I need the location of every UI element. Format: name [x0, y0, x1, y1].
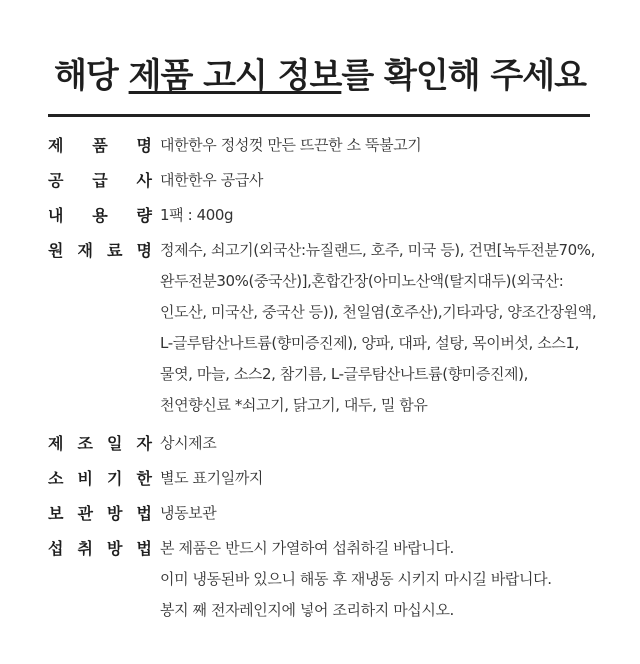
row-value-line: 정제수, 쇠고기(외국산:뉴질랜드, 호주, 미국 등), 건면[녹두전분70%, [160, 241, 595, 259]
page-title [0, 48, 640, 97]
row-label-char: 명 [136, 241, 152, 260]
row-value-line: 천연향신료 *쇠고기, 닭고기, 대두, 밀 함유 [160, 396, 428, 414]
title-prefix: 해당 [54, 56, 129, 96]
row-label-char: 제 [48, 136, 64, 155]
row-label-char: 조 [77, 434, 93, 453]
row-label-char: 명 [136, 136, 152, 155]
row-value-line: 이미 냉동된바 있으니 해동 후 재냉동 시키지 마시길 바랍니다. [160, 570, 552, 588]
consumption-method-row [48, 536, 608, 626]
row-value-line: 대한한우 정성껏 만든 뜨끈한 소 뚝불고기 [160, 136, 422, 154]
row-label-char: 섭 [48, 539, 64, 558]
row-label [48, 168, 160, 193]
row-value [160, 431, 608, 456]
row-label [48, 431, 160, 456]
row-label-char: 품 [92, 136, 108, 155]
row-label [48, 536, 160, 561]
product-name-row [48, 133, 608, 158]
row-value [160, 133, 608, 158]
row-label-char: 방 [107, 504, 123, 523]
row-label-char: 관 [77, 504, 93, 523]
row-value [160, 466, 608, 491]
row-label-char: 원 [48, 241, 64, 260]
row-value-line: 냉동보관 [160, 504, 217, 522]
row-value-line: 물엿, 마늘, 소스2, 참기름, L-글루탐산나트륨(향미증진제), [160, 365, 528, 383]
row-value-line: 완두전분30%(중국산)],혼합간장(아미노산액(탈지대두)(외국산: [160, 272, 564, 290]
title-suffix: 를 확인해 주세요 [341, 56, 586, 96]
row-label-char: 재 [77, 241, 93, 260]
row-label-char: 자 [136, 434, 152, 453]
manufacture-date-row [48, 431, 608, 456]
row-label-char: 제 [48, 434, 64, 453]
title-divider [48, 114, 590, 117]
row-value-line: 상시제조 [160, 434, 217, 452]
row-value-line: 1팩 : 400g [160, 206, 234, 224]
row-label [48, 466, 160, 491]
row-label-char: 방 [107, 539, 123, 558]
row-label-char: 급 [92, 171, 108, 190]
row-label-char: 공 [48, 171, 64, 190]
row-label-char: 소 [48, 469, 64, 488]
row-value-line: 봉지 째 전자레인지에 넣어 조리하지 마십시오. [160, 601, 454, 619]
row-label-char: 법 [136, 539, 152, 558]
row-value [160, 533, 608, 626]
row-label-char: 취 [77, 539, 93, 558]
row-label-char: 기 [107, 469, 123, 488]
row-value-line: L-글루탐산나트륨(향미증진제), 양파, 대파, 설탕, 목이버섯, 소스1, [160, 334, 579, 352]
row-label-char: 료 [107, 241, 123, 260]
row-label-char: 사 [136, 171, 152, 190]
quantity-row [48, 203, 608, 228]
row-label-char: 용 [92, 206, 108, 225]
product-info-table [48, 133, 608, 636]
supplier-row [48, 168, 608, 193]
row-label-char: 량 [136, 206, 152, 225]
row-value [160, 235, 608, 421]
row-label-char: 비 [77, 469, 93, 488]
storage-row [48, 501, 608, 526]
row-value-line: 본 제품은 반드시 가열하여 섭취하길 바랍니다. [160, 539, 454, 557]
row-label-char: 한 [136, 469, 152, 488]
row-label [48, 203, 160, 228]
row-value [160, 168, 608, 193]
row-label-char: 일 [107, 434, 123, 453]
ingredients-row [48, 238, 608, 421]
row-value [160, 501, 608, 526]
row-label [48, 238, 160, 263]
row-label-char: 보 [48, 504, 64, 523]
expiration-row [48, 466, 608, 491]
row-value-line: 인도산, 미국산, 중국산 등)), 천일염(호주산),기타과당, 양조간장원액, [160, 303, 597, 321]
row-value-line: 별도 표기일까지 [160, 469, 263, 487]
row-label [48, 133, 160, 158]
row-value [160, 203, 608, 228]
row-label [48, 501, 160, 526]
title-underlined: 제품 고시 정보 [128, 56, 342, 96]
row-label-char: 법 [136, 504, 152, 523]
row-label-char: 내 [48, 206, 64, 225]
row-value-line: 대한한우 공급사 [160, 171, 263, 189]
